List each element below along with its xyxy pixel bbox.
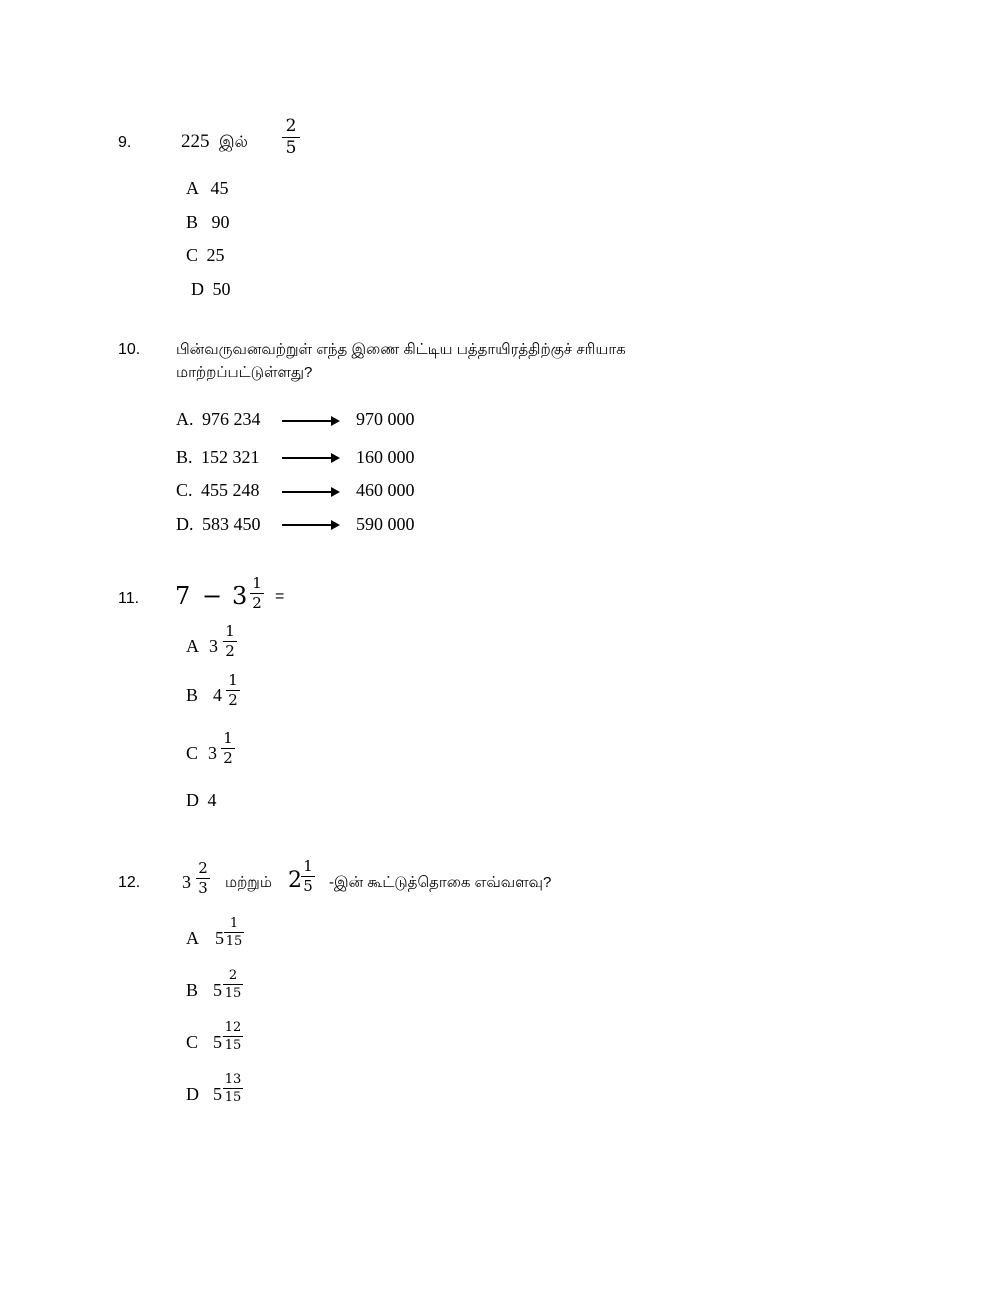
option-whole: 5 xyxy=(213,1032,222,1052)
option-letter: C xyxy=(186,743,199,763)
option-whole: 5 xyxy=(213,1084,222,1104)
option-d[interactable] xyxy=(176,514,261,535)
option-letter: C xyxy=(186,245,199,265)
fraction-denominator: 5 xyxy=(303,877,313,895)
option-letter: D xyxy=(191,279,204,299)
option-b[interactable] xyxy=(176,447,260,468)
option-whole: 3 xyxy=(209,636,218,656)
option-whole: 5 xyxy=(213,980,222,1000)
option-value: 25 xyxy=(206,245,225,265)
option-b[interactable] xyxy=(186,212,230,233)
fraction-denominator: 2 xyxy=(223,749,233,767)
option-c[interactable] xyxy=(186,731,256,777)
option-to-value: 590 000 xyxy=(356,514,415,534)
expression-lhs: 7 xyxy=(175,582,191,610)
option-from-value: 976 234 xyxy=(202,409,261,429)
question-number: 9. xyxy=(118,134,132,151)
option-fraction xyxy=(223,969,243,1000)
fraction-denominator: 15 xyxy=(225,934,243,949)
fraction-denominator: 15 xyxy=(224,986,242,1001)
option-d[interactable] xyxy=(191,279,231,300)
option-letter: C. xyxy=(176,480,193,500)
option-letter: B xyxy=(186,685,199,705)
question-tail-text: -இன் கூட்டுத்தொகை எவ்வளவு? xyxy=(329,874,552,891)
and-word: மற்றும் xyxy=(225,874,272,891)
option-letter: A xyxy=(186,928,199,948)
option-fraction xyxy=(223,1021,243,1052)
question-number: 10. xyxy=(118,341,141,358)
fraction-bar xyxy=(224,932,244,933)
option-d[interactable] xyxy=(186,1073,266,1117)
option-fraction xyxy=(223,1073,243,1104)
fraction-denominator: 2 xyxy=(225,642,235,660)
fraction-denominator: 2 xyxy=(252,594,262,612)
option-letter: C xyxy=(186,1032,199,1052)
fraction-denominator: 15 xyxy=(224,1038,242,1053)
option-letter: A xyxy=(186,636,199,656)
option-to-value: 160 000 xyxy=(356,447,415,467)
option-c[interactable] xyxy=(186,1021,266,1065)
fraction-numerator: 1 xyxy=(225,622,235,640)
question-word: இல் xyxy=(219,134,248,151)
equals-sign: = xyxy=(275,588,285,605)
option-fraction xyxy=(223,624,237,659)
question-base-number: 225 xyxy=(181,131,210,152)
fraction-denominator: 5 xyxy=(285,138,297,158)
fraction-numerator: 1 xyxy=(223,729,233,747)
fraction-numerator: 13 xyxy=(224,1072,242,1087)
option-whole: 3 xyxy=(208,743,217,763)
option-letter: A. xyxy=(176,409,194,429)
option-d[interactable] xyxy=(186,790,217,811)
fraction-numerator: 1 xyxy=(228,671,238,689)
option-c[interactable] xyxy=(176,480,260,501)
fraction-numerator: 1 xyxy=(252,574,262,592)
second-mixed-whole: 2 xyxy=(288,868,302,893)
fraction-numerator: 1 xyxy=(229,916,239,931)
fraction-denominator: 3 xyxy=(198,879,208,897)
option-letter: D xyxy=(186,790,199,810)
option-value: 4 xyxy=(207,790,217,810)
option-letter: D. xyxy=(176,514,194,534)
option-a[interactable] xyxy=(186,917,266,961)
option-fraction xyxy=(226,673,240,708)
first-mixed-fraction xyxy=(196,861,210,896)
option-b[interactable] xyxy=(186,969,266,1013)
fraction-numerator: 1 xyxy=(303,857,313,875)
option-value: 50 xyxy=(212,279,231,299)
arrow-icon xyxy=(282,524,338,526)
option-from-value: 583 450 xyxy=(202,514,261,534)
arrow-icon xyxy=(282,420,338,422)
option-b[interactable] xyxy=(186,673,256,719)
option-whole: 5 xyxy=(215,928,224,948)
minus-sign: − xyxy=(202,582,223,610)
question-text-line-1: பின்வருவனவற்றுள் எந்த இணை கிட்டிய பத்தாயிரத்திற்குச் சரியாக xyxy=(176,341,626,358)
option-fraction xyxy=(224,917,244,948)
option-c[interactable] xyxy=(186,245,225,266)
first-mixed-whole: 3 xyxy=(182,872,191,892)
fraction-numerator: 2 xyxy=(198,859,208,877)
question-number: 11. xyxy=(118,590,140,607)
option-a[interactable] xyxy=(186,178,229,199)
option-value: 45 xyxy=(210,178,229,198)
fraction-numerator: 12 xyxy=(224,1020,242,1035)
fraction-numerator: 2 xyxy=(228,968,238,983)
option-to-value: 460 000 xyxy=(356,480,415,500)
option-fraction xyxy=(221,731,235,766)
option-letter: B xyxy=(186,212,199,232)
fraction-bar xyxy=(223,1088,243,1089)
fraction-denominator: 2 xyxy=(228,691,238,709)
question-fraction xyxy=(282,118,300,157)
option-a[interactable] xyxy=(186,624,256,670)
option-from-value: 455 248 xyxy=(201,480,260,500)
fraction-bar xyxy=(223,984,243,985)
option-a[interactable] xyxy=(176,409,261,430)
expression-fraction xyxy=(250,576,264,611)
fraction-denominator: 15 xyxy=(224,1090,242,1105)
expression-whole: 3 xyxy=(232,582,248,610)
option-to-value: 970 000 xyxy=(356,409,415,429)
fraction-numerator: 2 xyxy=(285,116,297,136)
fraction-bar xyxy=(223,1036,243,1037)
question-text-line-2: மாற்றப்பட்டுள்ளது? xyxy=(176,364,313,381)
option-letter: B xyxy=(186,980,199,1000)
option-letter: A xyxy=(186,178,199,198)
question-number: 12. xyxy=(118,874,141,891)
option-whole: 4 xyxy=(213,685,222,705)
second-mixed-fraction xyxy=(301,859,315,894)
option-letter: B. xyxy=(176,447,193,467)
arrow-icon xyxy=(282,457,338,459)
option-value: 90 xyxy=(211,212,230,232)
arrow-icon xyxy=(282,491,338,493)
option-from-value: 152 321 xyxy=(201,447,260,467)
option-letter: D xyxy=(186,1084,199,1104)
